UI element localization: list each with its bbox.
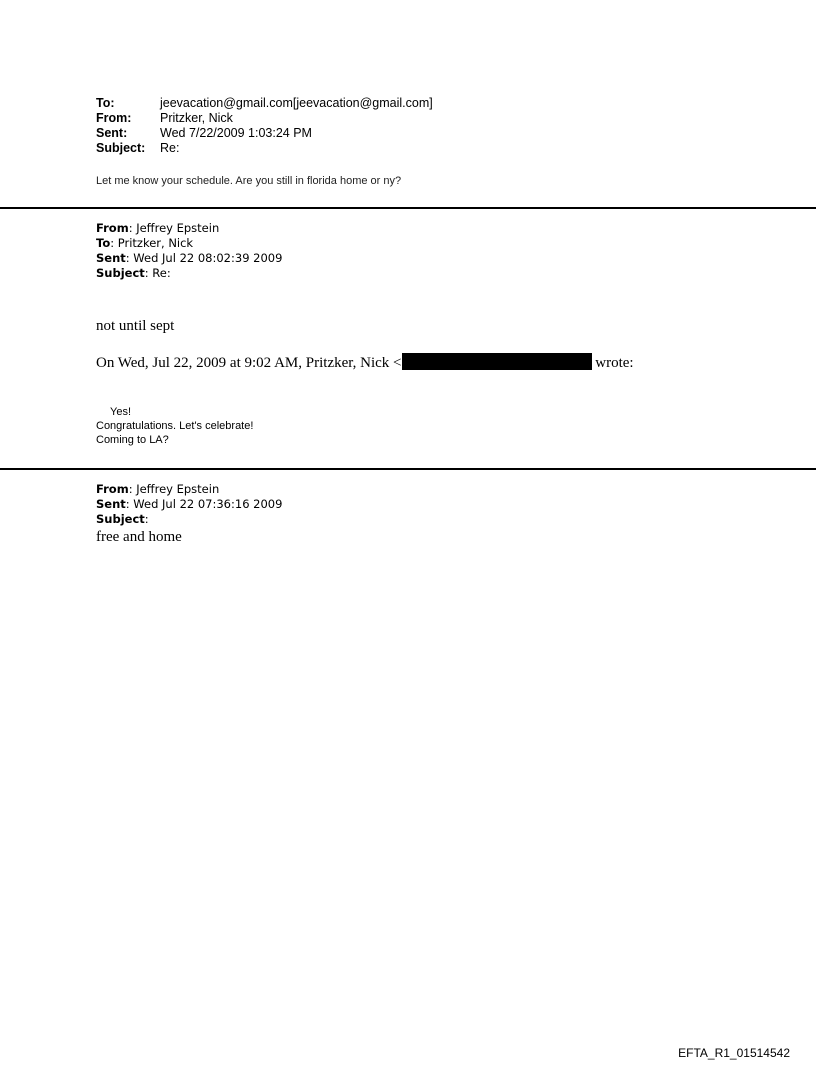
sent-value: Wed 7/22/2009 1:03:24 PM bbox=[160, 126, 312, 140]
message3-subject-value: : bbox=[144, 512, 149, 526]
quote-intro-after: wrote: bbox=[591, 355, 634, 371]
sent-label: Sent: bbox=[96, 126, 128, 140]
header-subject-row bbox=[96, 141, 433, 156]
message3-from-label: From bbox=[96, 482, 129, 496]
message3-body: free and home bbox=[96, 529, 182, 545]
message2-subject-row bbox=[96, 266, 282, 281]
redaction-block bbox=[402, 353, 592, 370]
to-label: To: bbox=[96, 96, 115, 110]
subject-label: Subject: bbox=[96, 141, 146, 155]
message2-from-row bbox=[96, 221, 282, 236]
header-to-row bbox=[96, 96, 433, 111]
header-sent-row bbox=[96, 126, 433, 141]
message2-body: not until sept bbox=[96, 318, 175, 334]
header-from-row bbox=[96, 111, 433, 126]
message3-from-row bbox=[96, 482, 282, 497]
from-value: Pritzker, Nick bbox=[160, 111, 233, 125]
message2-sent-value: : Wed Jul 22 08:02:39 2009 bbox=[125, 251, 283, 265]
message2-header bbox=[96, 221, 282, 281]
message3-from-value: : Jeffrey Epstein bbox=[128, 482, 220, 496]
quoted-text bbox=[96, 405, 253, 447]
top-message-body: Let me know your schedule. Are you still in florida home or ny? bbox=[96, 175, 402, 187]
message3-subject-label: Subject bbox=[96, 512, 145, 526]
message2-subject-label: Subject bbox=[96, 266, 145, 280]
message3-sent-value: : Wed Jul 22 07:36:16 2009 bbox=[125, 497, 283, 511]
message2-subject-value: : Re: bbox=[144, 266, 171, 280]
quote-intro-before: On Wed, Jul 22, 2009 at 9:02 AM, Pritzker, Nick < bbox=[96, 355, 402, 371]
document-id: EFTA_R1_01514542 bbox=[678, 1046, 790, 1060]
quote-intro bbox=[96, 353, 634, 372]
quoted-line: Coming to LA? bbox=[96, 434, 169, 446]
message2-sent-label: Sent bbox=[96, 251, 126, 265]
email-header bbox=[96, 96, 433, 156]
to-value: jeevacation@gmail.com[jeevacation@gmail.com] bbox=[160, 96, 433, 110]
message3-subject-row bbox=[96, 512, 282, 527]
quoted-line: Yes! bbox=[110, 406, 132, 418]
from-label: From: bbox=[96, 111, 132, 125]
divider bbox=[0, 207, 816, 209]
message3-sent-row bbox=[96, 497, 282, 512]
subject-value: Re: bbox=[160, 141, 180, 155]
quoted-line: Congratulations. Let's celebrate! bbox=[96, 420, 254, 432]
message3-sent-label: Sent bbox=[96, 497, 126, 511]
message2-from-label: From bbox=[96, 221, 129, 235]
message2-to-row bbox=[96, 236, 282, 251]
message3-header bbox=[96, 482, 282, 527]
divider bbox=[0, 468, 816, 470]
message2-sent-row bbox=[96, 251, 282, 266]
message2-from-value: : Jeffrey Epstein bbox=[128, 221, 220, 235]
message2-to-label: To bbox=[96, 236, 111, 250]
message2-to-value: : Pritzker, Nick bbox=[110, 236, 194, 250]
